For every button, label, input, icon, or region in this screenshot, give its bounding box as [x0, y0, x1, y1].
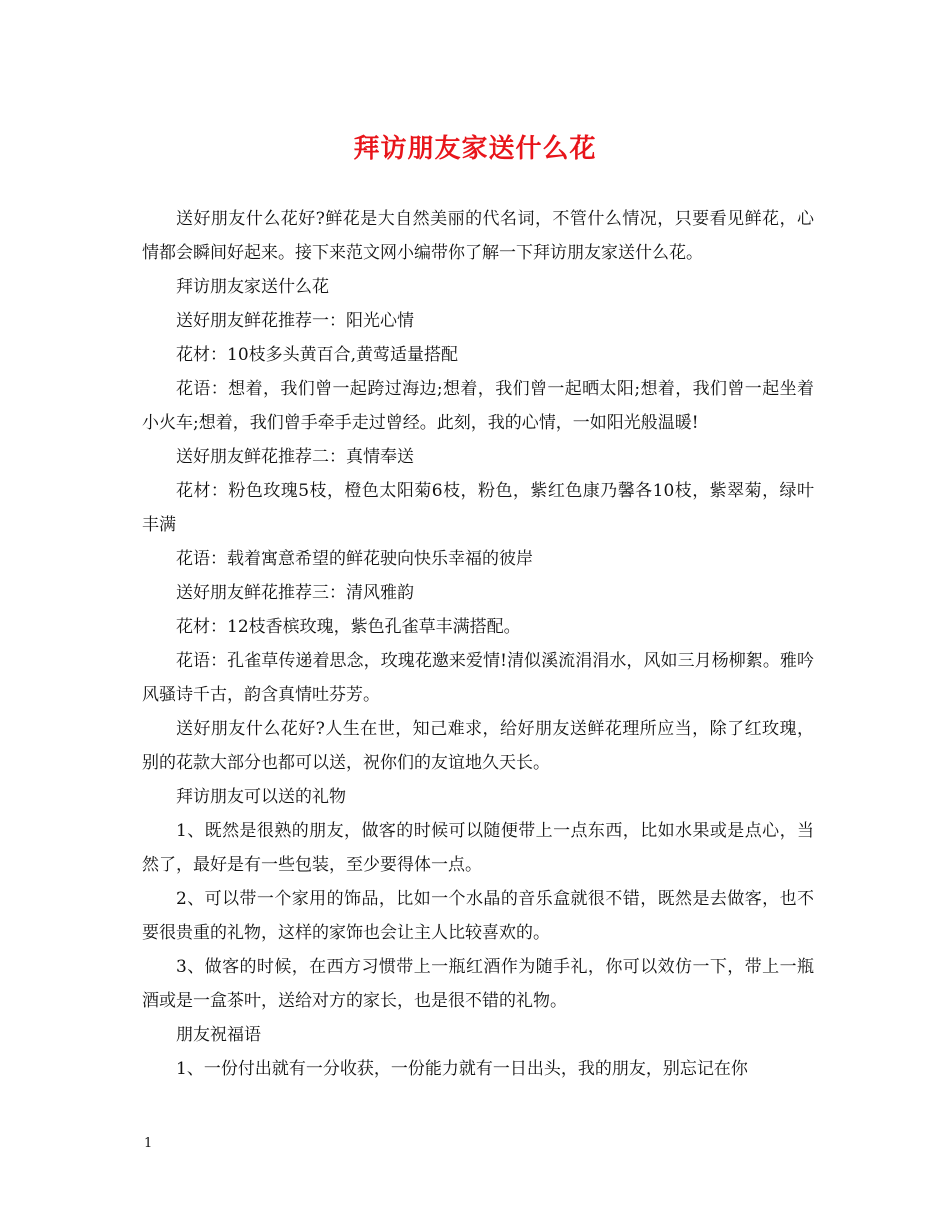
paragraph: 2、可以带一个家用的饰品，比如一个水晶的音乐盒就很不错，既然是去做客，也不要很贵重的礼物，这样的家饰也会让主人比较喜欢的。 [142, 889, 814, 943]
paragraph: 花材：粉色玫瑰5枝，橙色太阳菊6枝，粉色，紫红色康乃馨各10枝，紫翠菊，绿叶丰满 [142, 481, 814, 535]
paragraph: 送好朋友鲜花推荐二：真情奉送 [176, 447, 414, 467]
paragraph: 花材：10枝多头黄百合,黄莺适量搭配 [176, 345, 459, 365]
paragraph: 送好朋友什么花好?鲜花是大自然美丽的代名词，不管什么情况，只要看见鲜花，心情都会瞬间好起来。接下来范文网小编带你了解一下拜访朋友家送什么花。 [142, 209, 814, 263]
section-heading: 朋友祝福语 [176, 1025, 261, 1045]
document-title: 拜访朋友家送什么花 [353, 134, 597, 164]
paragraph: 花材：12枝香槟玫瑰，紫色孔雀草丰满搭配。 [176, 617, 521, 637]
paragraph: 1、一份付出就有一分收获，一份能力就有一日出头，我的朋友，别忘记在你 [176, 1059, 748, 1079]
document-body [142, 202, 814, 1086]
paragraph: 花语：载着寓意希望的鲜花驶向快乐幸福的彼岸 [176, 549, 533, 569]
section-heading: 拜访朋友可以送的礼物 [176, 787, 346, 807]
page-number: 1 [144, 1136, 153, 1151]
paragraph: 送好朋友什么花好?人生在世，知己难求，给好朋友送鲜花理所应当，除了红玫瑰，别的花款大部分也都可以送，祝你们的友谊地久天长。 [142, 719, 814, 773]
paragraph: 花语：孔雀草传递着思念，玫瑰花邀来爱情!清似溪流涓涓水，风如三月杨柳絮。雅吟风骚诗千古，韵含真情吐芬芳。 [142, 651, 814, 705]
paragraph: 花语：想着，我们曾一起跨过海边;想着，我们曾一起晒太阳;想着，我们曾一起坐着小火车;想着，我们曾手牵手走过曾经。此刻，我的心情，一如阳光般温暖! [142, 379, 814, 433]
paragraph: 1、既然是很熟的朋友，做客的时候可以随便带上一点东西，比如水果或是点心，当然了，最好是有一些包装，至少要得体一点。 [142, 821, 814, 875]
paragraph: 送好朋友鲜花推荐三：清风雅韵 [176, 583, 414, 603]
paragraph: 送好朋友鲜花推荐一：阳光心情 [176, 311, 414, 331]
section-heading: 拜访朋友家送什么花 [176, 277, 329, 297]
paragraph: 3、做客的时候，在西方习惯带上一瓶红酒作为随手礼，你可以效仿一下，带上一瓶酒或是一盒茶叶，送给对方的家长，也是很不错的礼物。 [142, 957, 814, 1011]
